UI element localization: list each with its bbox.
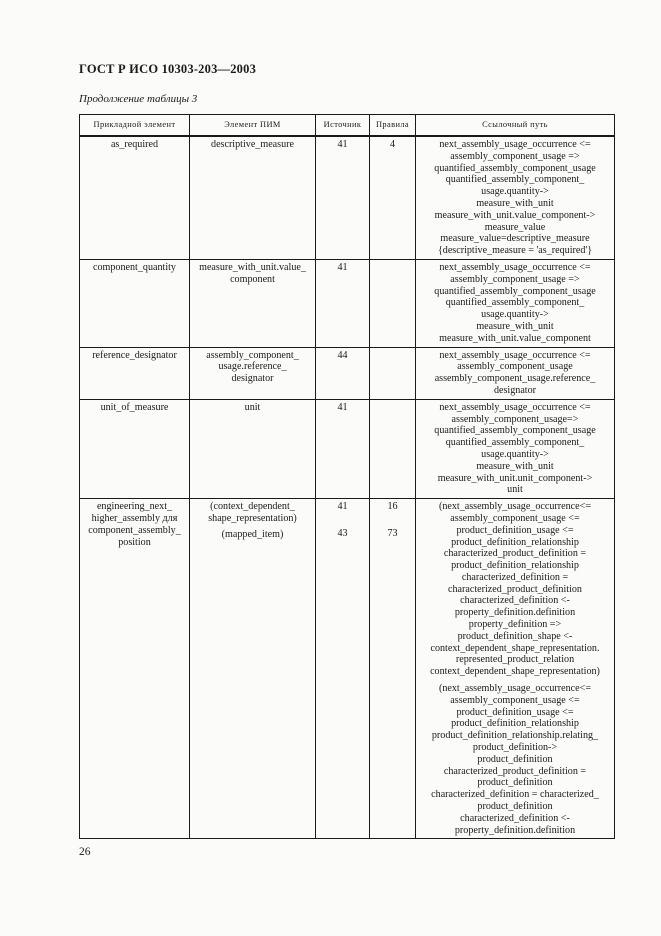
pim-element-text: assembly_component_ usage.reference_ designator [206,349,299,385]
rules-cell [370,259,416,347]
document-header: ГОСТ Р ИСО 10303-203—2003 [79,62,257,76]
applied-element-text: engineering_next_ higher_assembly для component_assembly_ position [88,501,181,548]
table-caption: Продолжение таблицы 3 [79,93,198,105]
reference-path-cell [416,347,615,399]
rules-cell [370,347,416,399]
pim-element-text: (context_dependent_ shape_representation) [208,501,297,524]
reference-path-text: next_assembly_usage_occurrence <= assembly_component_usage=> quantified_assembly_component_usage quantified_assembly_component_ usage.quantity-> measure_with_unit measure_with_unit.unit_component-> unit [434,401,596,496]
pim-element-cell [190,136,316,259]
reference-path-text: next_assembly_usage_occurrence <= assembly_component_usage => quantified_assembly_component_usage quantified_assembly_component_ usage.quantity-> measure_with_unit measure_with_unit.value_component [434,261,596,344]
source-value: 44 [337,349,348,361]
source-cell [316,499,370,839]
pim-element-cell [190,399,316,498]
rules-cell [370,399,416,498]
table-header-row [80,115,615,137]
table-row [80,347,615,399]
reference-path-text: next_assembly_usage_occurrence <= assembly_component_usage => quantified_assembly_component_usage quantified_assembly_component_ usage.quantity-> measure_with_unit measure_with_unit.value_component-> measure_value measure_value=descriptive_measure {descriptive_measure = 'as_required'} [434,139,596,257]
applied-element-cell [80,136,190,259]
source-value: 41 [337,139,348,150]
table-row [80,259,615,347]
column-header: Правила [370,115,416,137]
reference-path-text: (next_assembly_usage_occurrence<= assembly_component_usage <= product_definition_usage <= product_definition_relationship characterized_product_definition = product_definition_relationship characterized_definition = characterized_product_definition characterized_definition <- property_definition.definition property_definition => product_definition_shape <- context_dependent_shape_representation. represented_product_relation context_dependent_shape_representation) [430,501,600,678]
rule-value: 16 [387,501,398,513]
source-cell [316,399,370,498]
column-header: Источник [316,115,370,137]
applied-element-cell [80,399,190,498]
pim-element-cell [190,347,316,399]
reference-path-cell [416,499,615,839]
rule-value: 4 [389,139,396,150]
applied-element-cell [80,259,190,347]
rules-cell [370,136,416,259]
pim-element-text: (mapped_item) [221,528,284,540]
source-value: 41 [337,401,348,413]
table-row [80,499,615,839]
rule-value: 73 [387,527,398,539]
applied-element-cell [80,499,190,839]
pim-element-text: unit [244,401,261,413]
source-cell [316,136,370,259]
applied-element-text: reference_designator [92,349,177,361]
applied-element-text: as_required [110,139,159,150]
pim-element-cell [190,499,316,839]
reference-path-cell [416,136,615,259]
reference-path-text: (next_assembly_usage_occurrence<= assembly_component_usage <= product_definition_usage <= product_definition_relationship product_definition_relationship.relating_ product_definition-> product_definition characterized_product_definition = product_definition characterized_definition = characterized_ product_definition characterized_definition <- property_definition.definition [431,683,599,836]
page-number: 26 [79,846,91,858]
column-header: Прикладной элемент [80,115,190,137]
table-body [80,136,615,839]
pim-element-cell [190,259,316,347]
table-row [80,136,615,259]
rules-cell [370,499,416,839]
applied-element-text: unit_of_measure [100,401,169,413]
column-header: Ссылочный путь [416,115,615,137]
pim-element-text: measure_with_unit.value_ component [199,261,306,285]
reference-path-cell [416,259,615,347]
reference-path-text: next_assembly_usage_occurrence <= assembly_component_usage assembly_component_usage.reference_ designator [434,349,596,396]
applied-element-text: component_quantity [93,261,176,273]
reference-path-cell [416,399,615,498]
source-value: 41 [337,501,348,513]
mapping-table [79,114,615,839]
pim-element-text: descriptive_measure [211,139,294,150]
source-value: 41 [337,261,348,273]
source-value: 43 [337,527,348,539]
source-cell [316,259,370,347]
applied-element-cell [80,347,190,399]
column-header: Элемент ПИМ [190,115,316,137]
table-row [80,399,615,498]
source-cell [316,347,370,399]
